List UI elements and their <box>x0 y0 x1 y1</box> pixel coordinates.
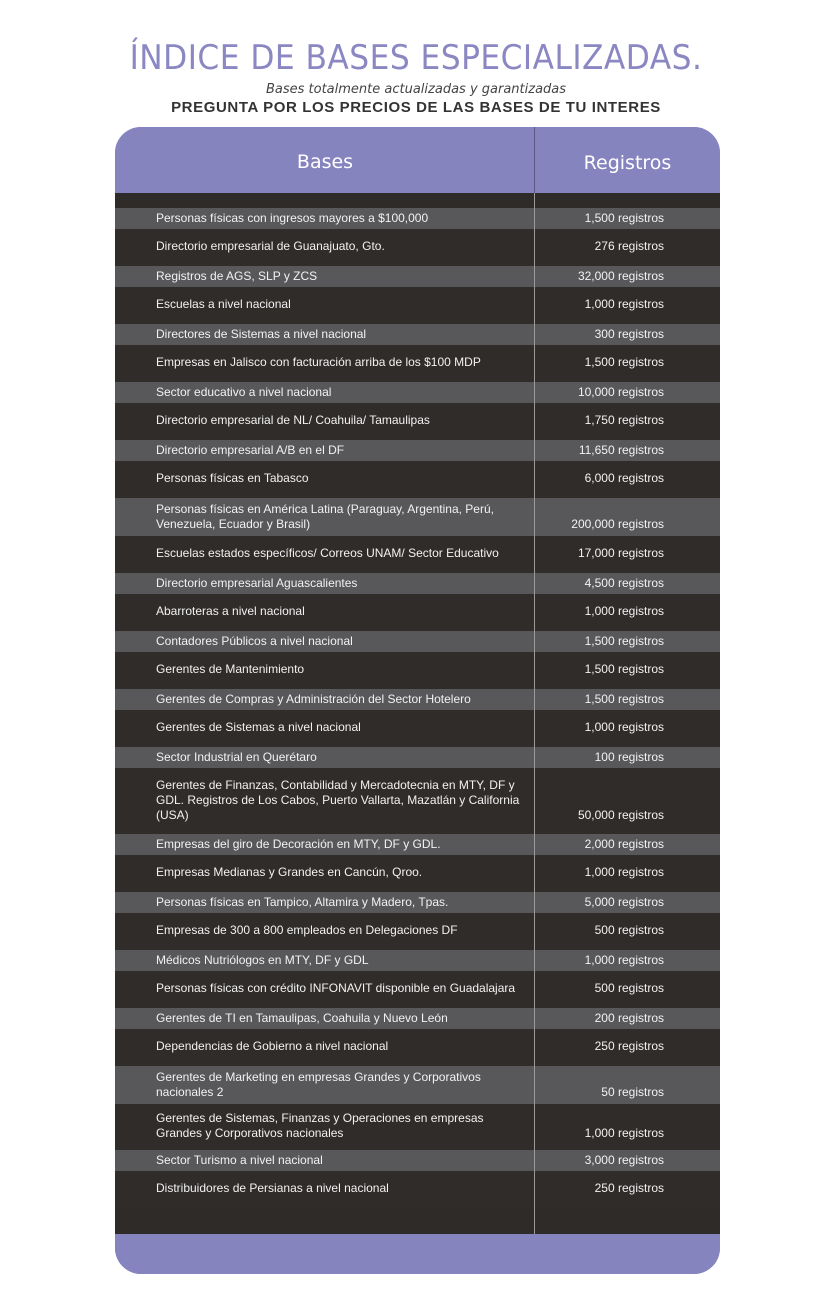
table-row <box>115 710 720 747</box>
row-base-name: Directorio empresarial A/B en el DF <box>156 443 345 457</box>
column-header-bases: Bases <box>296 151 354 173</box>
row-registros: 17,000 registros <box>577 546 664 560</box>
table-row <box>115 652 720 689</box>
row-base-name: Empresas de 300 a 800 empleados en Delegaciones DF <box>156 923 458 937</box>
table-row <box>115 913 720 950</box>
table-row <box>115 892 720 913</box>
table-row <box>115 1150 720 1171</box>
table-row <box>115 440 720 461</box>
row-registros: 1,500 registros <box>584 211 664 225</box>
table-row <box>115 229 720 266</box>
table-row <box>115 345 720 382</box>
row-registros: 200 registros <box>594 1011 664 1025</box>
column-divider <box>534 193 535 1234</box>
row-base-name: Escuelas a nivel nacional <box>156 297 291 311</box>
table-row <box>115 287 720 324</box>
table-row <box>115 382 720 403</box>
row-registros: 100 registros <box>594 750 664 764</box>
table-row <box>115 461 720 498</box>
row-registros: 32,000 registros <box>577 269 664 283</box>
row-registros: 500 registros <box>594 981 664 995</box>
table-row <box>115 855 720 892</box>
row-registros: 1,000 registros <box>584 865 664 879</box>
row-registros: 50 registros <box>601 1085 664 1099</box>
page-title: ÍNDICE DE BASES ESPECIALIZADAS. <box>129 38 703 78</box>
row-registros: 5,000 registros <box>584 895 664 909</box>
row-registros: 276 registros <box>594 239 664 253</box>
table-row <box>115 768 720 834</box>
table-row <box>115 266 720 287</box>
row-base-name: Empresas del giro de Decoración en MTY, DF y GDL. <box>156 837 441 851</box>
row-registros: 6,000 registros <box>584 471 664 485</box>
table-row <box>115 834 720 855</box>
table-row <box>115 498 720 536</box>
row-base-name: Gerentes de Mantenimiento <box>156 662 305 676</box>
page-tagline: PREGUNTA POR LOS PRECIOS DE LAS BASES DE TU INTERES <box>171 99 661 116</box>
row-base-name: Gerentes de Sistemas a nivel nacional <box>156 720 361 734</box>
row-base-name: Sector Turismo a nivel nacional <box>156 1153 323 1167</box>
table-header <box>115 127 720 193</box>
row-registros: 4,500 registros <box>584 576 664 590</box>
row-base-name: Gerentes de TI en Tamaulipas, Coahuila y Nuevo León <box>156 1011 448 1025</box>
row-base-name: Sector Industrial en Querétaro <box>156 750 317 764</box>
table-row <box>115 403 720 440</box>
row-registros: 1,500 registros <box>584 692 664 706</box>
table-row <box>115 324 720 345</box>
row-base-name: Dependencias de Gobierno a nivel nacional <box>156 1039 389 1053</box>
table-row <box>115 594 720 631</box>
row-registros: 1,000 registros <box>584 720 664 734</box>
table-row <box>115 1008 720 1029</box>
row-registros: 250 registros <box>594 1181 664 1195</box>
row-registros: 500 registros <box>594 923 664 937</box>
row-base-name: Gerentes de Finanzas, Contabilidad y Mercadotecnia en MTY, DF y GDL. Registros de Los Cabos, Puerto Vallarta, Mazatlán y California (USA) <box>156 778 520 822</box>
row-base-name: Distribuidores de Persianas a nivel nacional <box>156 1181 389 1195</box>
row-registros: 11,650 registros <box>578 443 664 457</box>
row-base-name: Gerentes de Marketing en empresas Grandes y Corporativos nacionales 2 <box>156 1070 481 1099</box>
row-registros: 3,000 registros <box>584 1153 664 1167</box>
row-registros: 300 registros <box>594 327 664 341</box>
row-registros: 1,500 registros <box>584 355 664 369</box>
table-row <box>115 631 720 652</box>
row-base-name: Empresas Medianas y Grandes en Cancún, Qroo. <box>156 865 423 879</box>
row-base-name: Personas físicas con crédito INFONAVIT disponible en Guadalajara <box>156 981 516 995</box>
row-base-name: Directorio empresarial de NL/ Coahuila/ Tamaulipas <box>156 413 430 427</box>
row-registros: 1,000 registros <box>584 604 664 618</box>
row-registros: 1,500 registros <box>584 662 664 676</box>
row-registros: 50,000 registros <box>577 808 664 822</box>
row-base-name: Abarroteras a nivel nacional <box>156 604 305 618</box>
table-row <box>115 208 720 229</box>
row-base-name: Escuelas estados específicos/ Correos UNAM/ Sector Educativo <box>156 546 499 560</box>
table-row <box>115 971 720 1008</box>
page-subtitle: Bases totalmente actualizadas y garantizadas <box>265 82 567 97</box>
row-base-name: Personas físicas en Tampico, Altamira y Madero, Tpas. <box>156 895 449 909</box>
row-base-name: Registros de AGS, SLP y ZCS <box>156 269 318 283</box>
row-base-name: Sector educativo a nivel nacional <box>156 385 332 399</box>
row-base-name: Gerentes de Sistemas, Finanzas y Operaciones en empresas Grandes y Corporativos nacionales <box>156 1111 484 1140</box>
row-registros: 1,000 registros <box>584 953 664 967</box>
row-base-name: Personas físicas en América Latina (Paraguay, Argentina, Perú, Venezuela, Ecuador y Brasil) <box>156 502 494 531</box>
row-registros: 2,000 registros <box>584 837 664 851</box>
table-row <box>115 689 720 710</box>
row-registros: 1,750 registros <box>584 413 664 427</box>
row-base-name: Personas físicas en Tabasco <box>156 471 309 485</box>
row-base-name: Directores de Sistemas a nivel nacional <box>156 327 367 341</box>
table-row <box>115 573 720 594</box>
row-registros: 10,000 registros <box>577 385 664 399</box>
row-registros: 250 registros <box>594 1039 664 1053</box>
row-base-name: Médicos Nutriólogos en MTY, DF y GDL <box>156 953 369 967</box>
table-row <box>115 1104 720 1150</box>
row-base-name: Contadores Públicos a nivel nacional <box>156 634 353 648</box>
table-row <box>115 950 720 971</box>
table-row <box>115 1029 720 1066</box>
row-registros: 1,500 registros <box>584 634 664 648</box>
row-base-name: Directorio empresarial Aguascalientes <box>156 576 358 590</box>
bases-table-card <box>115 127 720 1274</box>
table-body <box>115 193 720 1234</box>
row-base-name: Empresas en Jalisco con facturación arriba de los $100 MDP <box>156 355 481 369</box>
row-registros: 1,000 registros <box>584 297 664 311</box>
row-base-name: Directorio empresarial de Guanajuato, Gto. <box>156 239 385 253</box>
row-base-name: Gerentes de Compras y Administración del Sector Hotelero <box>156 692 471 706</box>
table-rows <box>115 208 720 1208</box>
row-registros: 1,000 registros <box>584 1126 664 1140</box>
row-registros: 200,000 registros <box>571 517 664 531</box>
table-row <box>115 536 720 573</box>
table-row <box>115 1171 720 1208</box>
column-header-registros: Registros <box>583 152 672 174</box>
table-footer <box>115 1234 720 1274</box>
row-base-name: Personas físicas con ingresos mayores a $100,000 <box>156 211 429 225</box>
table-row <box>115 747 720 768</box>
table-row <box>115 1066 720 1104</box>
